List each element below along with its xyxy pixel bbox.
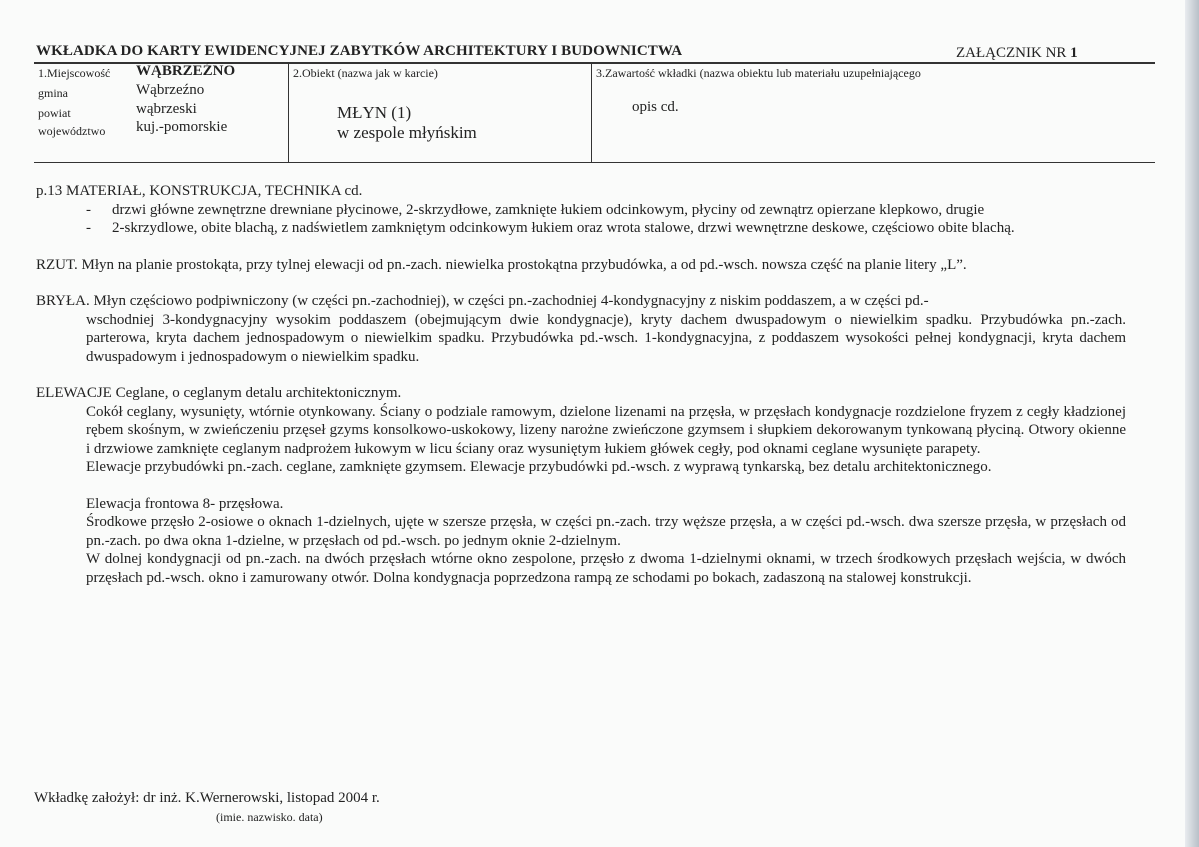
front-elevation-heading: Elewacja frontowa 8- przęsłowa. xyxy=(86,495,284,512)
bullet-dash: - xyxy=(86,220,91,236)
elewacje-paragraph-1: Cokół ceglany, wysunięty, wtórnie otynkowany. Ściany o podziale ramowym, dzielone lizenami na przęsła, w przęsłach kondygnacje rozdzielone fryzem z cegły kładzionej rębem skośnym, w zwieńczeniu przęseł gzyms konsolkowo-uskokowy, lizeny narożne zwieńczone gzymsem i słupkiem dekorowanym tynkowaną płyciną. Otwory okienne i drzwiowe zamknięte ceglanym nadprożem łukowym w licu ściany oraz wysuniętym łukiem główek cegły, pod oknami ceglane wysunięte parapety. xyxy=(86,403,1126,457)
section-rzut: RZUT. Młyn na planie prostokąta, przy tylnej elewacji od pn.-zach. niewielka prostokątna przybudówka, a od pd.-wsch. nowsza część na planie litery „L”. xyxy=(36,256,967,273)
voivodeship-label: województwo xyxy=(38,124,106,138)
bullet-dash: - xyxy=(86,201,91,218)
object-label: 2.Obiekt (nazwa jak w karcie) xyxy=(293,66,438,80)
spacer xyxy=(36,274,1126,292)
spacer xyxy=(36,238,1126,256)
author-caption: (imie. nazwisko. data) xyxy=(216,810,323,824)
document-body xyxy=(36,182,1126,587)
annex-number: 1 xyxy=(1070,45,1078,61)
author-signature-line: Wkładkę założył: dr inż. K.Wernerowski, listopad 2004 r. xyxy=(34,790,380,806)
front-elevation-paragraph-1: Środkowe przęsło 2-osiowe o oknach 1-dzielnych, ujęte w szersze przęsła, w części pn.-zach. trzy węższe przęsła, a w części pd.-wsch. dwa szersze przęsła, w przęsłach od pn.-zach. po dwa okna 1-dzielne, w przęsłach od pd.-wsch. po jednym oknie 2-dzielnym. xyxy=(86,514,1126,549)
spacer xyxy=(36,366,1126,384)
powiat-value: wąbrzeski xyxy=(136,101,197,117)
place-value: WĄBRZEŹNO xyxy=(136,63,236,79)
front-elevation-paragraph-2: W dolnej kondygnacji od pn.-zach. na dwóch przęsłach wtórne okno zespolone, przęsło z dwoma 1-dzielnymi oknami, w trzech środkowych przęsłach wejścia, w dwóch przęsłach pd.-wsch. okno i zamurowany otwór. Dolna kondygnacja poprzedzona rampą ze schodami po bokach, zadaszoną na stalowej konstrukcji. xyxy=(86,551,1126,586)
powiat-label: powiat xyxy=(38,106,71,120)
document-title: WKŁADKA DO KARTY EWIDENCYJNEJ ZABYTKÓW ARCHITEKTURY I BUDOWNICTWA xyxy=(36,43,683,59)
section-bryla-rest: wschodniej 3-kondygnacyjny wysokim poddaszem (obejmującym dwie kondygnacje), kryty dachem dwuspadowym o niewielkim spadku. Przybudówka pn.-zach. parterowa, kryta dachem jednospadowym o niewielkim spadku. Przybudówka pd.-wsch. 1-kondygnacyjna, z poddaszem wysokości pełnej kondygnacji, kryta dachem dwuspadowym i jednospadowym o niewielkim spadku. xyxy=(86,311,1126,365)
spacer xyxy=(36,477,1126,495)
list-item xyxy=(36,201,1126,220)
list-item xyxy=(36,219,1126,238)
place-label: 1.Miejscowość xyxy=(38,66,111,80)
section-bryla-first-line: BRYŁA. Młyn częściowo podpiwniczony (w części pn.-zachodniej), w części pn.-zachodniej 4-kondygnacyjny z niskim poddaszem, a w części pd.- xyxy=(36,293,929,309)
contents-label: 3.Zawartość wkładki (nazwa obiektu lub materiału uzupełniającego xyxy=(596,66,921,80)
table-divider-2 xyxy=(591,63,592,162)
annex-label xyxy=(956,45,1078,62)
gmina-value: Wąbrzeźno xyxy=(136,82,205,98)
bullet-text: 2-skrzydlowe, obite blachą, z nadświetlem zamkniętym odcinkowym łukiem oraz wrota stalowe, drzwi wewnętrzne deskowe, częściowo obite blachą. xyxy=(112,220,1015,236)
section-p13-heading: p.13 MATERIAŁ, KONSTRUKCJA, TECHNIKA cd. xyxy=(36,183,363,199)
object-subtitle: w zespole młyńskim xyxy=(337,123,477,142)
table-bottom-rule xyxy=(34,162,1155,163)
table-divider-1 xyxy=(288,63,289,162)
annex-label-text: ZAŁĄCZNIK NR xyxy=(956,45,1067,61)
gmina-label: gmina xyxy=(38,86,68,100)
page-edge-shadow xyxy=(1185,0,1199,847)
contents-value: opis cd. xyxy=(632,99,679,115)
section-elewacje-heading: ELEWACJE Ceglane, o ceglanym detalu architektonicznym. xyxy=(36,385,402,401)
object-name: MŁYN (1) xyxy=(337,103,412,122)
bullet-text: drzwi główne zewnętrzne drewniane płycinowe, 2-skrzydłowe, zamknięte łukiem odcinkowym, płyciny od zewnątrz opierzane klepkowo, drugie xyxy=(112,201,985,218)
elewacje-paragraph-2: Elewacje przybudówki pn.-zach. ceglane, zamknięte gzymsem. Elewacje przybudówki pd.-wsch. z wyprawą tynkarską, bez detalu architektonicznego. xyxy=(86,459,992,475)
voivodeship-value: kuj.-pomorskie xyxy=(136,119,228,135)
